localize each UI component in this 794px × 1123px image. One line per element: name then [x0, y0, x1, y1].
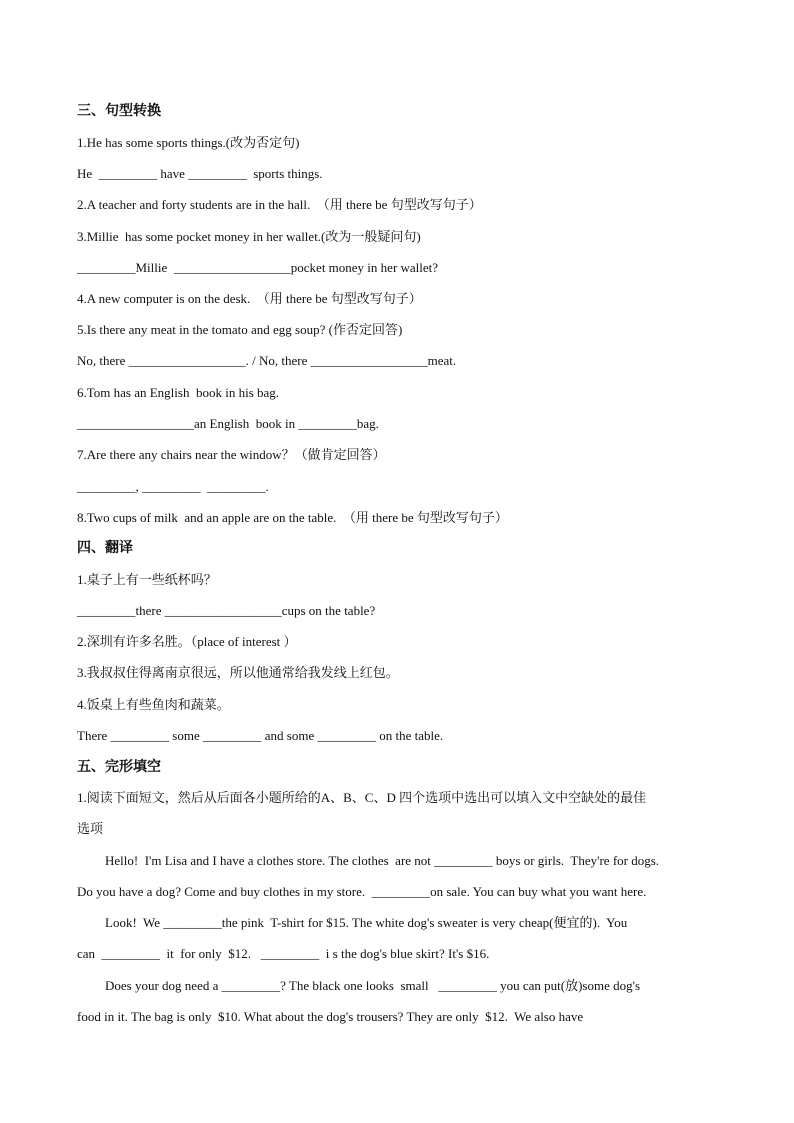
exercise-line: 3.Millie has some pocket money in her wallet.(改为一般疑问句): [77, 229, 421, 244]
section-heading-sentence-transform: 三、句型转换: [77, 103, 161, 119]
exercise-line: 5.Is there any meat in the tomato and egg soup? (作否定回答): [77, 322, 403, 337]
exercise-line: 8.Two cups of milk and an apple are on the table. （用 there be 句型改写句子）: [77, 510, 508, 525]
exercise-line: No, there __________________. / No, there __________________meat.: [77, 353, 457, 368]
exercise-line: 1.He has some sports things.(改为否定句): [77, 135, 300, 150]
exercise-line: _________, _________ _________.: [77, 479, 269, 494]
exercise-line: He _________ have _________ sports things.: [77, 166, 323, 181]
exercise-line: 4.A new computer is on the desk. （用 there be 句型改写句子）: [77, 291, 422, 306]
passage-line: food in it. The bag is only $10. What about the dog's trousers? They are only $12. We also have: [77, 1009, 584, 1024]
passage-line: Do you have a dog? Come and buy clothes in my store. _________on sale. You can buy what you want here.: [77, 884, 647, 899]
exercise-line: _________there __________________cups on the table?: [77, 603, 376, 618]
exercise-line: __________________an English book in _________bag.: [77, 416, 379, 431]
exercise-line: 2.深圳有许多名胜。（place of interest ）: [77, 634, 297, 649]
passage-line: can _________ it for only $12. _________ i s the dog's blue skirt? It's $16.: [77, 946, 490, 961]
exercise-line: 7.Are there any chairs near the window？（做肯定回答）: [77, 447, 386, 462]
exercise-line: There _________ some _________ and some _________ on the table.: [77, 728, 444, 743]
passage-line: Hello! I'm Lisa and I have a clothes store. The clothes are not _________ boys or girls. They're for dogs.: [105, 853, 660, 868]
section-heading-cloze: 五、完形填空: [77, 759, 161, 775]
instruction-line: 选项: [77, 821, 104, 836]
exercise-line: 4.饭桌上有些鱼肉和蔬菜。: [77, 697, 230, 712]
exercise-line: 1.桌子上有一些纸杯吗？: [77, 572, 217, 587]
passage-line: Does your dog need a _________? The black one looks small _________ you can put(放)some dog's: [105, 978, 641, 993]
exercise-line: _________Millie __________________pocket money in her wallet?: [77, 260, 439, 275]
passage-line: Look! We _________the pink T-shirt for $15. The white dog's sweater is very cheap(便宜的). You: [105, 915, 628, 930]
exercise-line: 3.我叔叔住得离南京很远，所以他通常给我发线上红包。: [77, 665, 399, 680]
section-heading-translation: 四、翻译: [77, 540, 133, 556]
exercise-line: 2.A teacher and forty students are in the hall. （用 there be 句型改写句子）: [77, 197, 482, 212]
exercise-line: 6.Tom has an English book in his bag.: [77, 385, 280, 400]
instruction-line: 1.阅读下面短文，然后从后面各小题所给的A、B、C、D 四个选项中选出可以填入文中空缺处的最佳: [77, 790, 647, 805]
